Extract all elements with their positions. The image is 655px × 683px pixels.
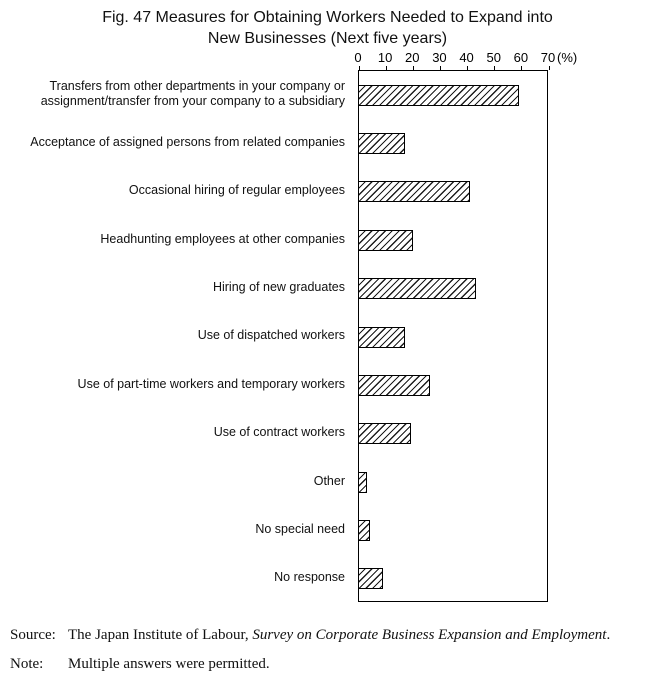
x-axis (354, 50, 648, 66)
figure-title (0, 7, 655, 49)
axis-tick-label: 0 (354, 50, 362, 65)
category-label: Acceptance of assigned persons from related companies (30, 135, 345, 150)
axis-tick (413, 66, 414, 70)
note-label: Note: (10, 656, 44, 672)
axis-tick-label: 20 (405, 50, 420, 65)
note-text: Multiple answers were permitted. (68, 656, 270, 672)
bar (359, 230, 413, 251)
category-label: Hiring of new graduates (212, 280, 345, 295)
bar (359, 278, 476, 299)
bar (359, 472, 367, 493)
bar (359, 181, 470, 202)
source-text-suffix: . (606, 627, 611, 643)
axis-unit-label: (%) (557, 50, 578, 65)
bar (359, 85, 519, 106)
bar (359, 520, 370, 541)
bar (359, 327, 405, 348)
axis-tick-label: 50 (486, 50, 501, 65)
axis-tick-label: 70 (540, 50, 556, 65)
category-label: Use of part-time workers and temporary workers (77, 376, 345, 391)
category-label: Other (313, 473, 345, 488)
note-line (10, 656, 270, 673)
bar (359, 568, 383, 589)
axis-tick (521, 66, 522, 70)
figure-title-line1: Fig. 47 Measures for Obtaining Workers Needed to Expand into (102, 9, 553, 26)
plot-area (358, 70, 548, 602)
axis-tick (549, 66, 550, 70)
bar (359, 133, 405, 154)
category-label: Use of contract workers (213, 425, 345, 440)
source-line (10, 627, 610, 644)
category-labels (0, 70, 352, 602)
axis-tick (359, 66, 360, 70)
category-label: No response (274, 570, 345, 585)
axis-tick-label: 60 (513, 50, 529, 65)
axis-tick (467, 66, 468, 70)
axis-tick-label: 40 (459, 50, 474, 65)
source-label: Source: (10, 627, 56, 643)
category-label: No special need (255, 521, 345, 536)
axis-tick (440, 66, 441, 70)
category-label: Transfers from other departments in your company or assignment/transfer from your company to a subsidiary (40, 79, 345, 109)
source-survey-title: Survey on Corporate Business Expansion and Employment (252, 627, 607, 643)
category-label: Use of dispatched workers (197, 328, 345, 343)
source-text (68, 627, 610, 643)
category-label: Occasional hiring of regular employees (128, 183, 345, 198)
bar (359, 423, 411, 444)
source-text-prefix: The Japan Institute of Labour, (68, 627, 253, 643)
bar (359, 375, 430, 396)
axis-tick (494, 66, 495, 70)
category-label: Headhunting employees at other companies (100, 231, 345, 246)
axis-tick-label: 30 (432, 50, 447, 65)
axis-tick-label: 10 (377, 50, 393, 65)
axis-tick (386, 66, 387, 70)
figure-title-line2: New Businesses (Next five years) (207, 30, 448, 47)
